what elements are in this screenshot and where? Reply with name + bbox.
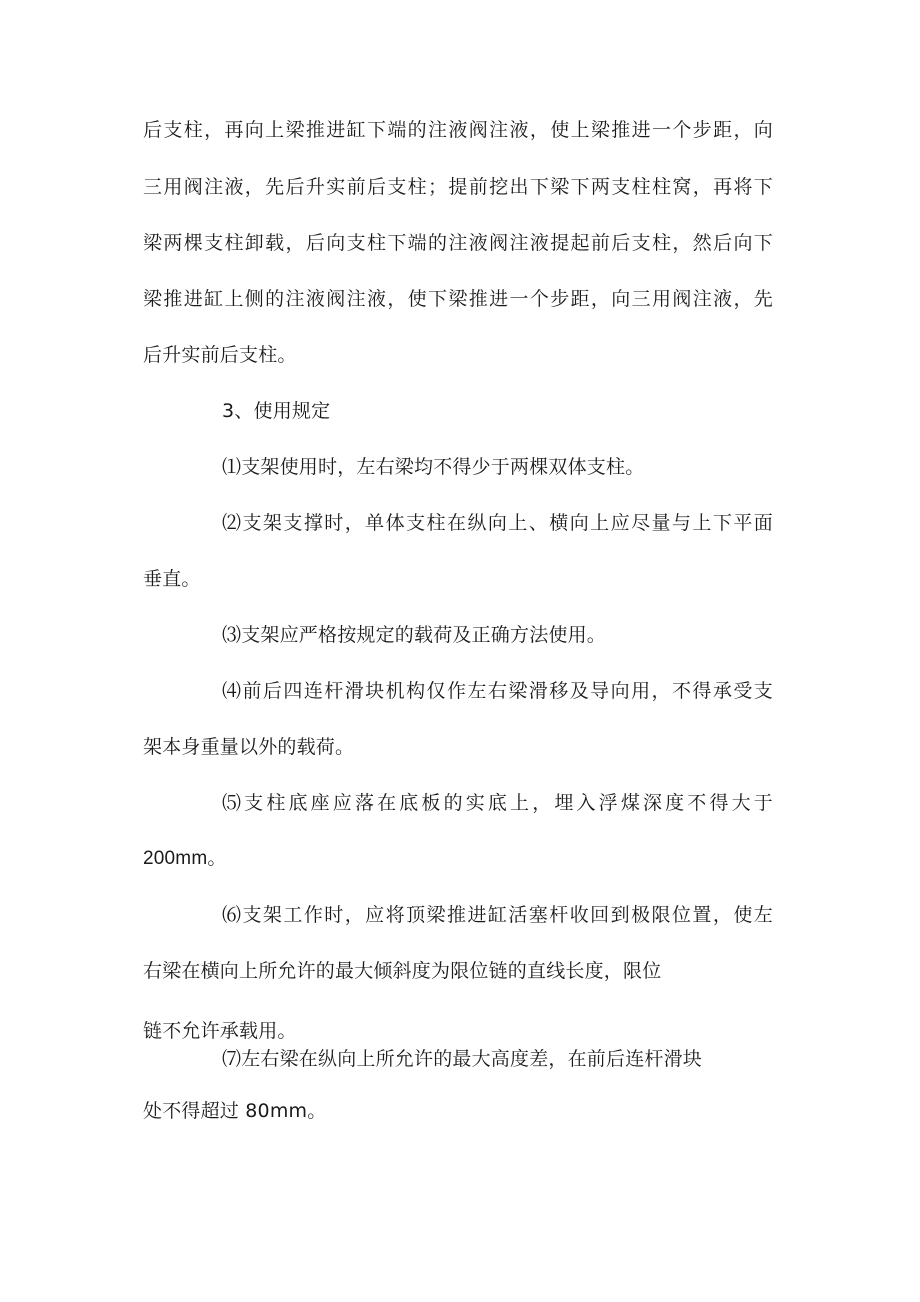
rule-2-line-1: ⑵支架支撑时，单体支柱在纵向上、横向上应尽量与上下平面 (222, 512, 773, 534)
rule-5-line-2: 200mm。 (143, 848, 227, 869)
rule-4-line-1: ⑷前后四连杆滑块机构仅作左右梁滑移及导向用，不得承受支 (222, 680, 773, 702)
rule-2-line-2: 垂直。 (143, 568, 201, 590)
text-line-2: 三用阀注液，先后升实前后支柱；提前挖出下梁下两支柱柱窝，再将下 (143, 176, 773, 198)
rule-4-line-2: 架本身重量以外的载荷。 (143, 736, 355, 758)
rule-6-line-3: 链不允许承载用。 (143, 1020, 297, 1042)
rule-6-line-2: 右梁在横向上所允许的最大倾斜度为限位链的直线长度，限位 (143, 960, 662, 982)
text-line-3: 梁两棵支柱卸载，后向支柱下端的注液阀注液提起前后支柱，然后向下 (143, 232, 773, 254)
text-line-5: 后升实前后支柱。 (143, 344, 297, 366)
rule-3: ⑶支架应严格按规定的载荷及正确方法使用。 (222, 624, 607, 646)
rule-1: ⑴支架使用时，左右梁均不得少于两棵双体支柱。 (222, 456, 645, 478)
section-heading: 3、使用规定 (222, 400, 331, 422)
rule-7-line-2: 处不得超过 80mm。 (143, 1100, 327, 1122)
rule-7-line-1: ⑺左右梁在纵向上所允许的最大高度差，在前后连杆滑块 (222, 1048, 703, 1070)
text-line-4: 梁推进缸上侧的注液阀注液，使下梁推进一个步距，向三用阀注液，先 (143, 288, 773, 310)
rule-5-line-1: ⑸支柱底座应落在底板的实底上，埋入浮煤深度不得大于 (222, 792, 773, 814)
text-line-1: 后支柱，再向上梁推进缸下端的注液阀注液，使上梁推进一个步距，向 (143, 119, 773, 141)
rule-6-line-1: ⑹支架工作时，应将顶梁推进缸活塞杆收回到极限位置，使左 (222, 904, 773, 926)
